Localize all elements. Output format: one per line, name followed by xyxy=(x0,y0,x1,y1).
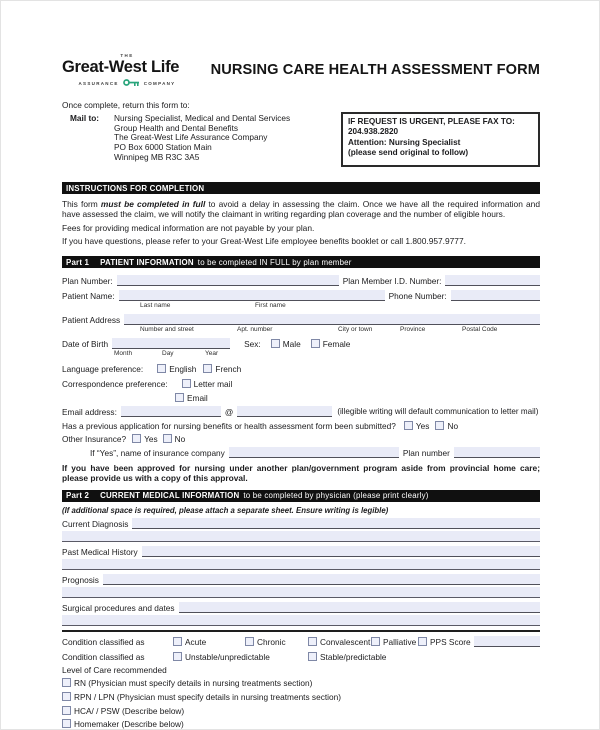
email-local-field[interactable] xyxy=(121,406,221,417)
patient-name-label: Patient Name: xyxy=(62,291,115,301)
patient-address-field[interactable] xyxy=(124,314,540,325)
patient-name-field[interactable] xyxy=(119,290,385,301)
past-medical-history-label: Past Medical History xyxy=(62,546,138,557)
letter-mail-label: Letter mail xyxy=(193,379,233,389)
pps-score-field[interactable] xyxy=(474,636,540,647)
phone-number-label: Phone Number: xyxy=(388,291,447,301)
key-icon xyxy=(123,78,140,88)
part1-title: PATIENT INFORMATION xyxy=(100,257,194,267)
chronic-label: Chronic xyxy=(257,636,286,647)
previous-no-checkbox[interactable] xyxy=(435,421,444,430)
insurance-plan-number-field[interactable] xyxy=(454,447,540,458)
part1-subtitle: to be completed IN FULL by plan member xyxy=(197,257,352,267)
urgent-line: IF REQUEST IS URGENT, PLEASE FAX TO: xyxy=(348,117,515,126)
section-divider xyxy=(62,630,540,632)
unstable-checkbox[interactable] xyxy=(173,652,182,661)
gwl-logo xyxy=(62,53,192,88)
number-street-sublabel: Number and street xyxy=(140,326,194,333)
acute-label: Acute xyxy=(185,636,207,647)
correspondence-pref-label: Correspondence preference: xyxy=(62,379,168,389)
address-line: Group Health and Dental Benefits xyxy=(114,122,239,133)
unstable-label: Unstable/unpredictable xyxy=(185,651,270,662)
plan-member-id-label: Plan Member I.D. Number: xyxy=(342,276,442,286)
plan-number-field[interactable] xyxy=(117,275,339,286)
part1-section-header xyxy=(62,256,540,268)
instructions-paragraph-1: This form must be completed in full to avoid a delay in assessing the claim. Once we have all the required information and have assessed the claim, we will notify the claimant in writing regarding plan coverage and the number of eligible hours. xyxy=(62,199,540,219)
at-sign: @ xyxy=(224,407,234,417)
previous-no-label: No xyxy=(447,421,459,431)
surgical-procedures-label: Surgical procedures and dates xyxy=(62,602,175,613)
instructions-paragraph-3: If you have questions, please refer to your Great-West Life employee benefits booklet or call 1.800.957.9777. xyxy=(62,236,466,246)
french-label: French xyxy=(215,364,242,374)
logo-assurance-text: ASSURANCE xyxy=(78,80,119,86)
instructions-section-header xyxy=(62,182,540,194)
surgical-procedures-field[interactable] xyxy=(179,602,540,613)
part2-subtitle: to be completed by physician (please print clearly) xyxy=(243,491,429,501)
prognosis-label: Prognosis xyxy=(62,574,99,585)
instructions-header-text: INSTRUCTIONS FOR COMPLETION xyxy=(66,183,205,193)
other-insurance-no-checkbox[interactable] xyxy=(163,434,172,443)
surgical-procedures-field-line2[interactable] xyxy=(62,615,540,626)
address-line: Nursing Specialist, Medical and Dental Services xyxy=(114,113,291,123)
pps-score-checkbox[interactable] xyxy=(418,637,427,646)
prognosis-field[interactable] xyxy=(103,574,540,585)
other-insurance-label: Other Insurance? xyxy=(62,434,127,444)
rn-checkbox[interactable] xyxy=(62,678,71,687)
dob-field[interactable] xyxy=(112,338,230,349)
page-header xyxy=(62,53,540,88)
return-intro: Once complete, return this form to: xyxy=(62,100,190,110)
part1-number: Part 1 xyxy=(66,257,90,267)
day-sublabel: Day xyxy=(162,350,174,357)
current-diagnosis-field[interactable] xyxy=(132,518,540,529)
urgent-fax-number: 204.938.2820 xyxy=(348,127,399,137)
email-option-checkbox[interactable] xyxy=(175,393,184,402)
mail-to-block xyxy=(62,114,290,167)
convalescent-checkbox[interactable] xyxy=(308,637,317,646)
male-label: Male xyxy=(282,339,301,349)
previous-yes-label: Yes xyxy=(415,421,430,431)
insurance-plan-number-label: Plan number xyxy=(402,448,450,458)
email-address-label: Email address: xyxy=(62,407,117,417)
past-medical-history-field-line2[interactable] xyxy=(62,559,540,570)
mail-to-label: Mail to: xyxy=(70,113,100,123)
chronic-checkbox[interactable] xyxy=(245,637,254,646)
acute-checkbox[interactable] xyxy=(173,637,182,646)
additional-space-note: (If additional space is required, please attach a separate sheet. Ensure writing is legible) xyxy=(62,505,389,515)
english-label: English xyxy=(169,364,197,374)
email-domain-field[interactable] xyxy=(237,406,332,417)
month-sublabel: Month xyxy=(114,350,133,357)
logo-name-text: Great-West Life xyxy=(62,58,180,76)
letter-mail-checkbox[interactable] xyxy=(182,379,191,388)
level-of-care-label: Level of Care recommended xyxy=(62,664,167,675)
logo-the-text: THE xyxy=(120,53,134,58)
rpn-lpn-checkbox[interactable] xyxy=(62,692,71,701)
prognosis-field-line2[interactable] xyxy=(62,587,540,598)
plan-number-label: Plan Number: xyxy=(62,276,113,286)
dob-label: Date of Birth xyxy=(62,339,109,349)
insurance-company-field[interactable] xyxy=(229,447,399,458)
form-title: NURSING CARE HEALTH ASSESSMENT FORM xyxy=(210,62,540,78)
first-name-sublabel: First name xyxy=(255,302,286,309)
year-sublabel: Year xyxy=(205,350,219,357)
previous-application-question: Has a previous application for nursing benefits or health assessment form been submitted? xyxy=(62,421,396,431)
patient-address-label: Patient Address xyxy=(62,315,121,325)
previous-yes-checkbox[interactable] xyxy=(404,421,413,430)
convalescent-label: Convalescent xyxy=(320,636,371,647)
postal-code-sublabel: Postal Code xyxy=(462,326,498,333)
address-line: The Great-West Life Assurance Company xyxy=(114,132,268,143)
sex-label: Sex: xyxy=(244,339,261,349)
male-checkbox[interactable] xyxy=(271,339,280,348)
address-line: Winnipeg MB R3C 3A5 xyxy=(114,151,200,162)
email-option-label: Email xyxy=(187,393,208,403)
french-checkbox[interactable] xyxy=(203,364,212,373)
homemaker-checkbox[interactable] xyxy=(62,719,71,728)
rn-label: RN (Physician must specify details in nursing treatments section) xyxy=(74,678,313,689)
female-label: Female xyxy=(322,339,351,349)
urgent-line: Attention: Nursing Specialist xyxy=(348,137,461,147)
phone-number-field[interactable] xyxy=(451,290,540,301)
address-line: PO Box 6000 Station Main xyxy=(114,142,212,153)
last-name-sublabel: Last name xyxy=(140,302,171,309)
email-note: (illegible writing will default communication to letter mail) xyxy=(337,407,539,416)
female-checkbox[interactable] xyxy=(311,339,320,348)
current-diagnosis-label: Current Diagnosis xyxy=(62,518,129,529)
past-medical-history-field[interactable] xyxy=(142,546,540,557)
stable-checkbox[interactable] xyxy=(308,652,317,661)
part2-title: CURRENT MEDICAL INFORMATION xyxy=(100,491,240,501)
homemaker-label: Homemaker (Describe below) xyxy=(74,719,184,730)
apt-number-sublabel: Apt. number xyxy=(237,326,273,333)
approval-note: If you have been approved for nursing under another plan/government program aside from provincial home care; please provide us with a copy of this approval. xyxy=(62,463,540,484)
city-sublabel: City or town xyxy=(338,326,373,333)
palliative-label: Palliative xyxy=(383,636,417,647)
insurance-company-label: If “Yes”, name of insurance company xyxy=(90,448,225,458)
part2-number: Part 2 xyxy=(66,491,90,501)
urgent-line: (please send original to follow) xyxy=(348,148,469,158)
part2-section-header xyxy=(62,490,540,502)
other-insurance-yes-label: Yes xyxy=(144,434,158,444)
hca-psw-label: HCA/ / PSW (Describe below) xyxy=(74,705,185,716)
english-checkbox[interactable] xyxy=(157,364,166,373)
pps-score-label: PPS Score xyxy=(430,636,471,647)
logo-company-text: COMPANY xyxy=(143,80,176,86)
province-sublabel: Province xyxy=(400,326,426,333)
urgent-fax-box xyxy=(341,112,540,167)
hca-psw-checkbox[interactable] xyxy=(62,706,71,715)
language-pref-label: Language preference: xyxy=(62,364,144,374)
other-insurance-no-label: No xyxy=(174,434,186,444)
condition-classified-label-1: Condition classified as xyxy=(62,636,145,647)
rpn-lpn-label: RPN / LPN (Physician must specify details in nursing treatments section) xyxy=(74,692,341,702)
palliative-checkbox[interactable] xyxy=(371,637,380,646)
stable-label: Stable/predictable xyxy=(320,651,387,662)
instructions-paragraph-2: Fees for providing medical information are not payable by your plan. xyxy=(62,223,315,233)
condition-classified-label-2: Condition classified as xyxy=(62,651,145,662)
plan-member-id-field[interactable] xyxy=(445,275,540,286)
other-insurance-yes-checkbox[interactable] xyxy=(132,434,141,443)
current-diagnosis-field-line2[interactable] xyxy=(62,531,540,542)
